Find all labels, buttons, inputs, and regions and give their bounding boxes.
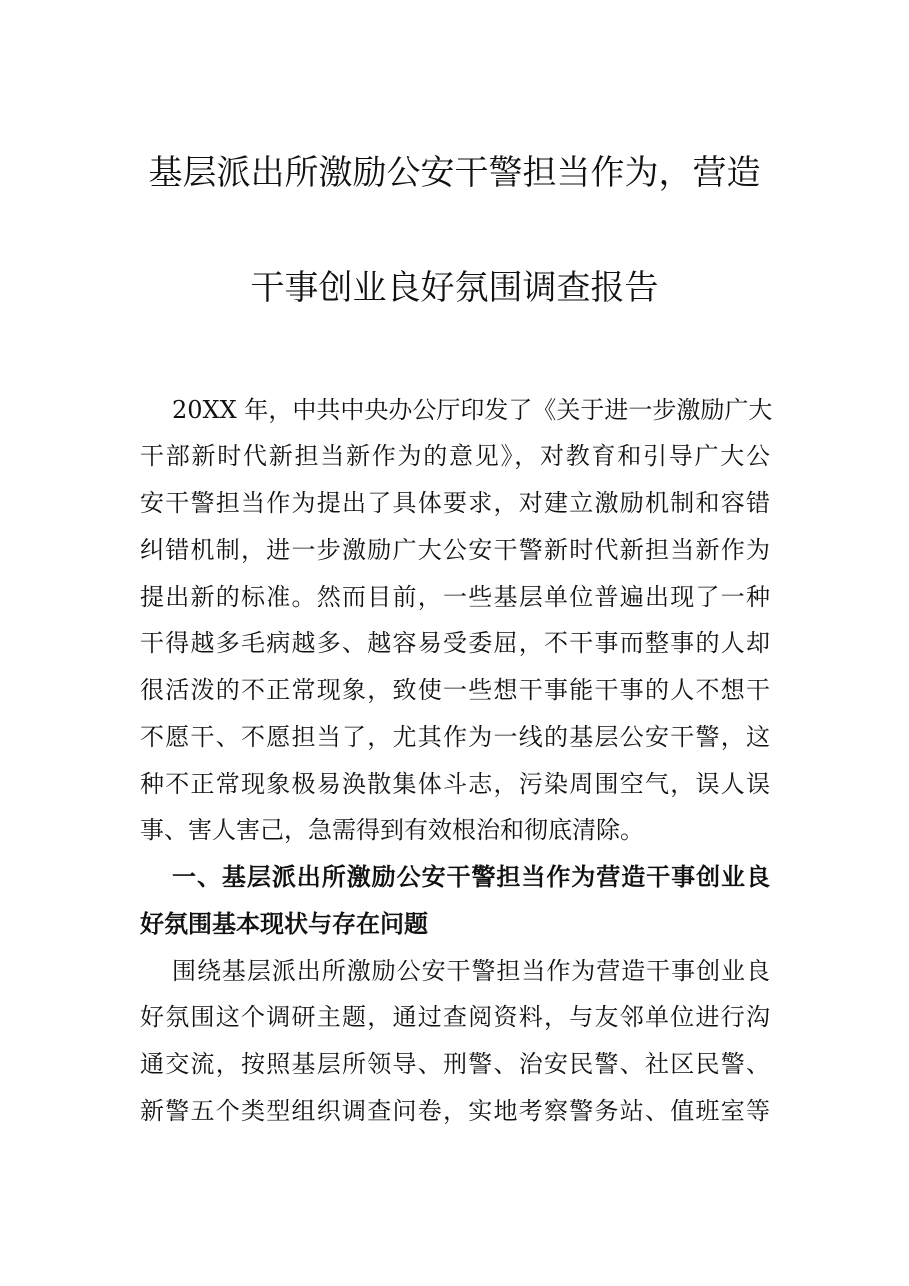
paragraph-2-line: 通交流，按照基层所领导、刑警、治安民警、社区民警、 xyxy=(140,1050,770,1078)
paragraph-1-line: 纠错机制，进一步激励广大公安干警新时代新担当新作为 xyxy=(140,536,770,564)
paragraph-2-line: 好氛围这个调研主题，通过查阅资料，与友邻单位进行沟 xyxy=(140,1003,770,1031)
paragraph-1-line: 很活泼的不正常现象，致使一些想干事能干事的人不想干 xyxy=(140,676,770,704)
paragraph-1-line: 安干警担当作为提出了具体要求，对建立激励机制和容错 xyxy=(140,489,770,517)
section-heading-line: 一、基层派出所激励公安干警担当作为营造干事创业良 xyxy=(172,863,770,891)
paragraph-1-line: 种不正常现象极易涣散集体斗志，污染周围空气，误人误 xyxy=(140,770,770,798)
paragraph-2-line: 新警五个类型组织调查问卷，实地考察警务站、值班室等 xyxy=(140,1097,770,1125)
paragraph-1-line: 不愿干、不愿担当了，尤其作为一线的基层公安干警，这 xyxy=(140,723,770,751)
paragraph-2-line: 围绕基层派出所激励公安干警担当作为营造干事创业良 xyxy=(172,957,770,985)
paragraph-1-line: 干部新时代新担当新作为的意见》，对教育和引导广大公 xyxy=(140,442,770,470)
document-title-line-1: 基层派出所激励公安干警担当作为，营造 xyxy=(148,153,761,193)
section-heading-line: 好氛围基本现状与存在问题 xyxy=(140,910,428,938)
paragraph-1-line: 20XX 年，中共中央办公厅印发了《关于进一步激励广大 xyxy=(172,396,773,424)
document-title-line-2: 干事创业良好氛围调查报告 xyxy=(250,268,659,308)
paragraph-1-line: 事、害人害己，急需得到有效根治和彻底清除。 xyxy=(140,816,644,844)
paragraph-1-line: 提出新的标准。然而目前，一些基层单位普遍出现了一种 xyxy=(140,583,770,611)
paragraph-1-line: 干得越多毛病越多、越容易受委屈，不干事而整事的人却 xyxy=(140,629,770,657)
